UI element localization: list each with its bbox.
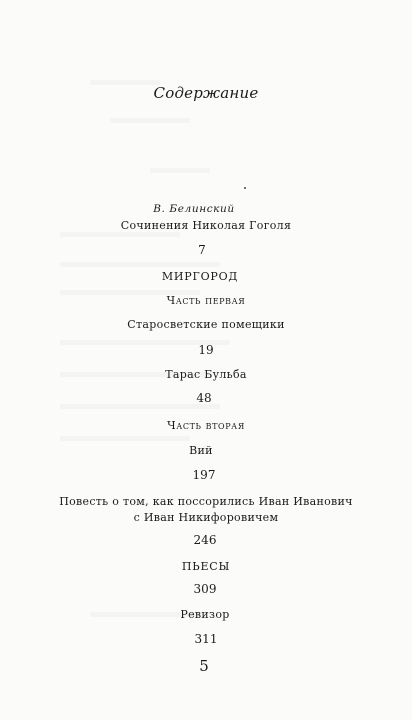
entry-page-revizor: 311	[194, 632, 218, 646]
show-through	[150, 168, 210, 173]
entry-page-starosvetskie: 19	[198, 343, 214, 357]
show-through	[110, 118, 190, 123]
section-pyesy: ПЬЕСЫ	[181, 560, 231, 573]
entry-page-pyesy: 309	[193, 582, 217, 596]
contents-heading: Содержание	[153, 84, 259, 102]
stray-mark	[244, 187, 246, 189]
part-one: Часть первая	[166, 294, 246, 307]
show-through	[60, 262, 220, 267]
entry-title-sochineniya: Сочинения Николая Гоголя	[120, 219, 292, 232]
show-through	[90, 80, 160, 85]
entry-title-povest-line2: с Иван Никифоровичем	[133, 511, 279, 524]
entry-page-viy: 197	[192, 468, 216, 482]
page-folio: 5	[199, 657, 209, 675]
entry-page-povest: 246	[193, 533, 217, 547]
entry-title-taras-bulba: Тарас Бульба	[165, 368, 247, 381]
show-through	[60, 436, 190, 441]
section-mirgorod: МИРГОРОД	[161, 270, 239, 283]
entry-title-revizor: Ревизор	[180, 608, 230, 621]
entry-author: В. Белинский	[153, 203, 235, 215]
entry-page-sochineniya: 7	[198, 243, 206, 257]
entry-title-viy: Вий	[189, 444, 213, 457]
entry-title-starosvetskie: Старосветские помещики	[127, 318, 285, 331]
show-through	[60, 232, 180, 237]
entry-page-taras-bulba: 48	[196, 391, 212, 405]
entry-title-povest-line1: Повесть о том, как поссорились Иван Иванович	[59, 495, 353, 508]
part-two: Часть вторая	[167, 419, 245, 432]
